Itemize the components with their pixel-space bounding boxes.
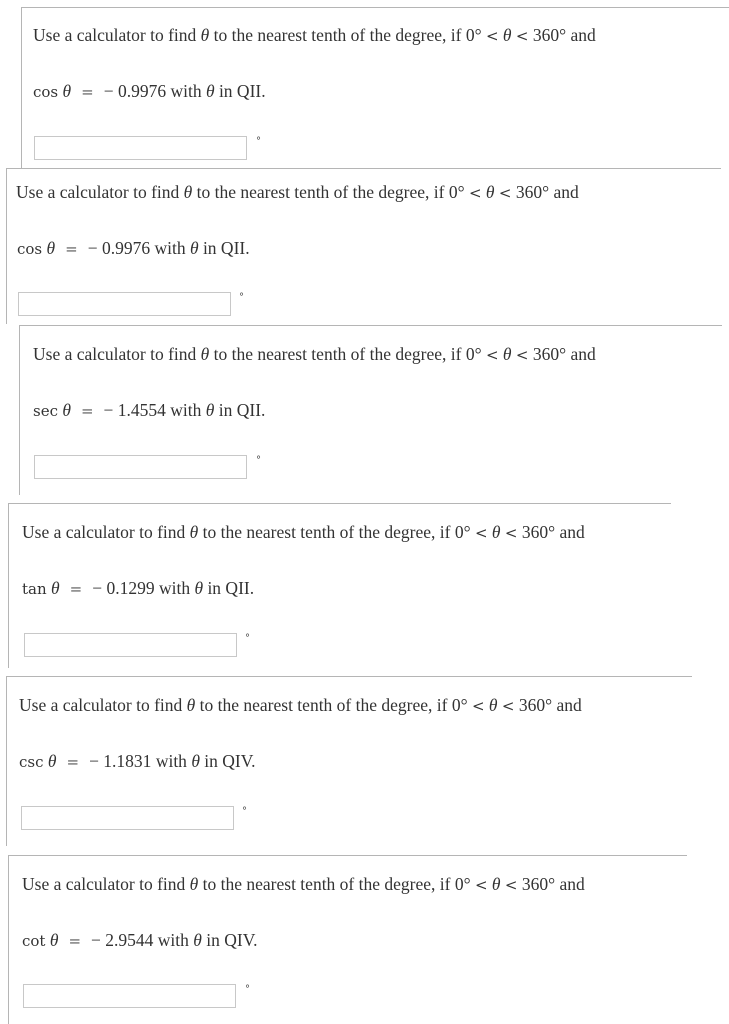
theta-symbol: θ [47, 751, 57, 771]
prompt-end: and [556, 695, 582, 715]
equals-sign: = [68, 932, 82, 950]
with-text: with [155, 751, 187, 771]
question-prompt [33, 24, 596, 47]
less-than-symbol: < [471, 697, 485, 715]
theta-symbol: θ [488, 695, 498, 715]
question-prompt [33, 343, 596, 366]
given-equation [19, 750, 256, 773]
theta-symbol: θ [193, 930, 202, 950]
quadrant-text: in QIV. [206, 930, 258, 950]
degree-unit: ° [245, 984, 250, 995]
lower-bound: 0° [451, 695, 468, 715]
answer-input[interactable] [34, 136, 247, 160]
less-than-symbol: < [468, 184, 482, 202]
with-text: with [170, 400, 202, 420]
degree-unit: ° [245, 633, 250, 644]
less-than-symbol: < [485, 346, 499, 364]
degree-unit: ° [256, 136, 261, 147]
answer-input[interactable] [21, 806, 234, 830]
less-than-symbol: < [515, 27, 529, 45]
prompt-middle: to the nearest tenth of the degree, if [202, 874, 451, 894]
equals-sign: = [65, 240, 78, 258]
less-than-symbol: < [485, 27, 499, 45]
degree-unit: ° [242, 806, 247, 817]
quadrant-text: in QII. [202, 238, 250, 258]
less-than-symbol: < [504, 876, 518, 894]
given-value: − 0.9976 [103, 81, 167, 101]
theta-symbol: θ [62, 81, 72, 101]
prompt-prefix: Use a calculator to find [33, 25, 197, 45]
equals-sign: = [80, 402, 94, 420]
theta-symbol: θ [183, 182, 193, 202]
upper-bound: 360° [521, 522, 556, 542]
less-than-symbol: < [498, 184, 512, 202]
upper-bound: 360° [515, 182, 550, 202]
degree-unit: ° [256, 455, 261, 466]
prompt-end: and [559, 874, 585, 894]
theta-symbol: θ [200, 344, 210, 364]
prompt-prefix: Use a calculator to find [22, 522, 186, 542]
with-text: with [170, 81, 202, 101]
with-text: with [154, 238, 186, 258]
trig-function: sec [33, 402, 58, 420]
equals-sign: = [81, 83, 94, 101]
prompt-middle: to the nearest tenth of the degree, if [202, 522, 451, 542]
given-value: − 1.4554 [103, 400, 166, 420]
theta-symbol: θ [502, 25, 512, 45]
prompt-end: and [570, 25, 596, 45]
given-value: − 0.1299 [92, 578, 155, 598]
given-equation [33, 399, 265, 422]
prompt-end: and [553, 182, 579, 202]
theta-symbol: θ [62, 400, 71, 420]
lower-bound: 0° [448, 182, 465, 202]
question-prompt [19, 694, 582, 717]
answer-input[interactable] [24, 633, 237, 657]
theta-symbol: θ [189, 522, 199, 542]
upper-bound: 360° [532, 25, 567, 45]
less-than-symbol: < [504, 524, 518, 542]
trig-function: tan [22, 580, 47, 598]
theta-symbol: θ [491, 522, 501, 542]
theta-symbol: θ [189, 874, 199, 894]
prompt-prefix: Use a calculator to find [22, 874, 186, 894]
answer-input[interactable] [18, 292, 231, 316]
question-prompt [22, 873, 585, 896]
less-than-symbol: < [515, 346, 529, 364]
equals-sign: = [69, 580, 83, 598]
question-prompt [16, 181, 579, 204]
answer-input[interactable] [34, 455, 247, 479]
prompt-prefix: Use a calculator to find [33, 344, 197, 364]
upper-bound: 360° [518, 695, 553, 715]
quadrant-text: in QII. [218, 81, 266, 101]
theta-symbol: θ [194, 578, 204, 598]
theta-symbol: θ [191, 751, 200, 771]
equals-sign: = [66, 753, 80, 771]
less-than-symbol: < [501, 697, 515, 715]
theta-symbol: θ [186, 695, 196, 715]
lower-bound: 0° [454, 874, 471, 894]
theta-symbol: θ [502, 344, 512, 364]
theta-symbol: θ [485, 182, 495, 202]
lower-bound: 0° [465, 25, 482, 45]
question-prompt [22, 521, 585, 544]
theta-symbol: θ [205, 400, 215, 420]
prompt-middle: to the nearest tenth of the degree, if [213, 344, 462, 364]
less-than-symbol: < [474, 876, 488, 894]
quadrant-text: in QII. [218, 400, 266, 420]
given-equation [22, 577, 254, 600]
prompt-middle: to the nearest tenth of the degree, if [199, 695, 448, 715]
given-value: − 2.9544 [91, 930, 154, 950]
prompt-end: and [559, 522, 585, 542]
given-value: − 1.1831 [89, 751, 152, 771]
less-than-symbol: < [474, 524, 488, 542]
theta-symbol: θ [51, 578, 60, 598]
theta-symbol: θ [46, 238, 56, 258]
prompt-middle: to the nearest tenth of the degree, if [213, 25, 462, 45]
given-equation [33, 80, 266, 103]
lower-bound: 0° [454, 522, 471, 542]
trig-function: cos [17, 240, 43, 258]
prompt-end: and [570, 344, 596, 364]
theta-symbol: θ [491, 874, 501, 894]
degree-unit: ° [239, 292, 244, 303]
given-value: − 0.9976 [87, 238, 151, 258]
prompt-prefix: Use a calculator to find [19, 695, 183, 715]
theta-symbol: θ [49, 930, 59, 950]
with-text: with [158, 578, 191, 598]
answer-input[interactable] [23, 984, 236, 1008]
upper-bound: 360° [521, 874, 556, 894]
trig-function: cot [22, 932, 46, 950]
upper-bound: 360° [532, 344, 567, 364]
given-equation [17, 237, 250, 260]
prompt-prefix: Use a calculator to find [16, 182, 180, 202]
theta-symbol: θ [205, 81, 215, 101]
given-equation [22, 929, 257, 952]
theta-symbol: θ [189, 238, 199, 258]
lower-bound: 0° [465, 344, 482, 364]
prompt-middle: to the nearest tenth of the degree, if [196, 182, 445, 202]
with-text: with [157, 930, 189, 950]
quadrant-text: in QIV. [204, 751, 256, 771]
quadrant-text: in QII. [207, 578, 255, 598]
trig-function: cos [33, 83, 59, 101]
theta-symbol: θ [200, 25, 210, 45]
trig-function: csc [19, 753, 44, 771]
